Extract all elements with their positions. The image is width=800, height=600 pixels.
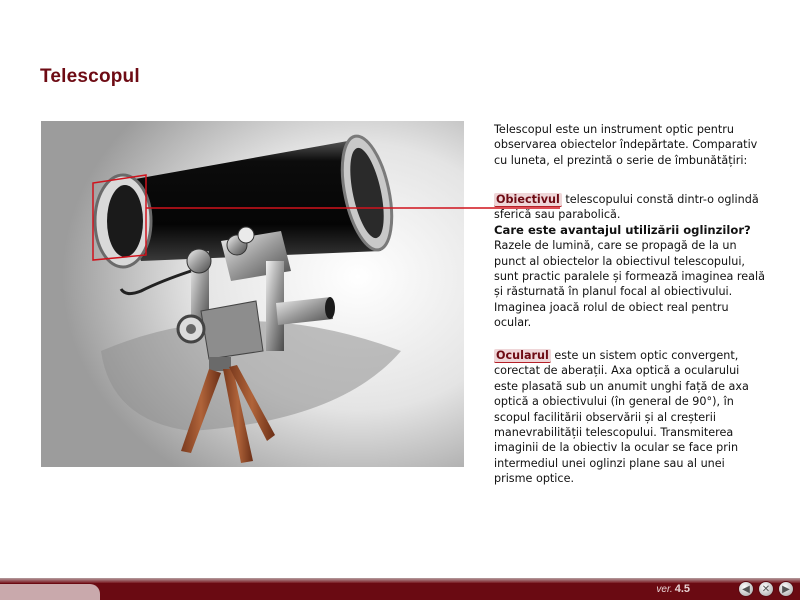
objective-question: Care este avantajul utilizării oglinzilor?	[494, 222, 751, 237]
version-prefix: ver.	[656, 584, 673, 595]
objective-term[interactable]: Obiectivul	[496, 193, 560, 206]
objective-text: telescopului constă dintr-o oglindă sferică sau parabolică.	[494, 193, 759, 222]
close-icon[interactable]: ✕	[758, 581, 774, 597]
ocular-term[interactable]: Ocularul	[496, 349, 549, 362]
forward-icon[interactable]: ▶	[778, 581, 794, 597]
version-label	[656, 583, 690, 595]
ocular-text: este un sistem optic convergent, corectat de aberații. Axa optică a ocularului este plasată sub un anumit unghi față de axa optică a obiectivului (în general de 90°), în scopul facilitării observării și al creșterii manevrabilității telescopului. Transmiterea imaginii de la obiectiv la ocular se face prin intermediul unei oglinzi plane sau al unei prisme optice.	[494, 349, 749, 486]
footer-tab	[0, 584, 100, 600]
page-title: Telescopul	[40, 66, 140, 87]
telescope-image	[41, 121, 464, 467]
nav-buttons	[738, 581, 794, 597]
objective-section	[494, 192, 766, 331]
objective-answer: Razele de lumină, care se propagă de la un punct al obiectelor la obiectivul telescopului, sunt practic paralele și formează imaginea reală și răsturnată în planul focal al obiectivului. Imaginea joacă rolul de obiect real pentru ocular.	[494, 239, 765, 330]
version-number: 4.5	[674, 583, 690, 595]
ocular-section	[494, 348, 766, 487]
telescope-illustration	[41, 121, 464, 467]
footer-bar	[0, 578, 800, 600]
back-icon[interactable]: ◀	[738, 581, 754, 597]
intro-paragraph: Telescopul este un instrument optic pentru observarea obiectelor îndepărtate. Comparativ cu luneta, el prezintă o serie de îmbunătățiri:	[494, 123, 758, 167]
